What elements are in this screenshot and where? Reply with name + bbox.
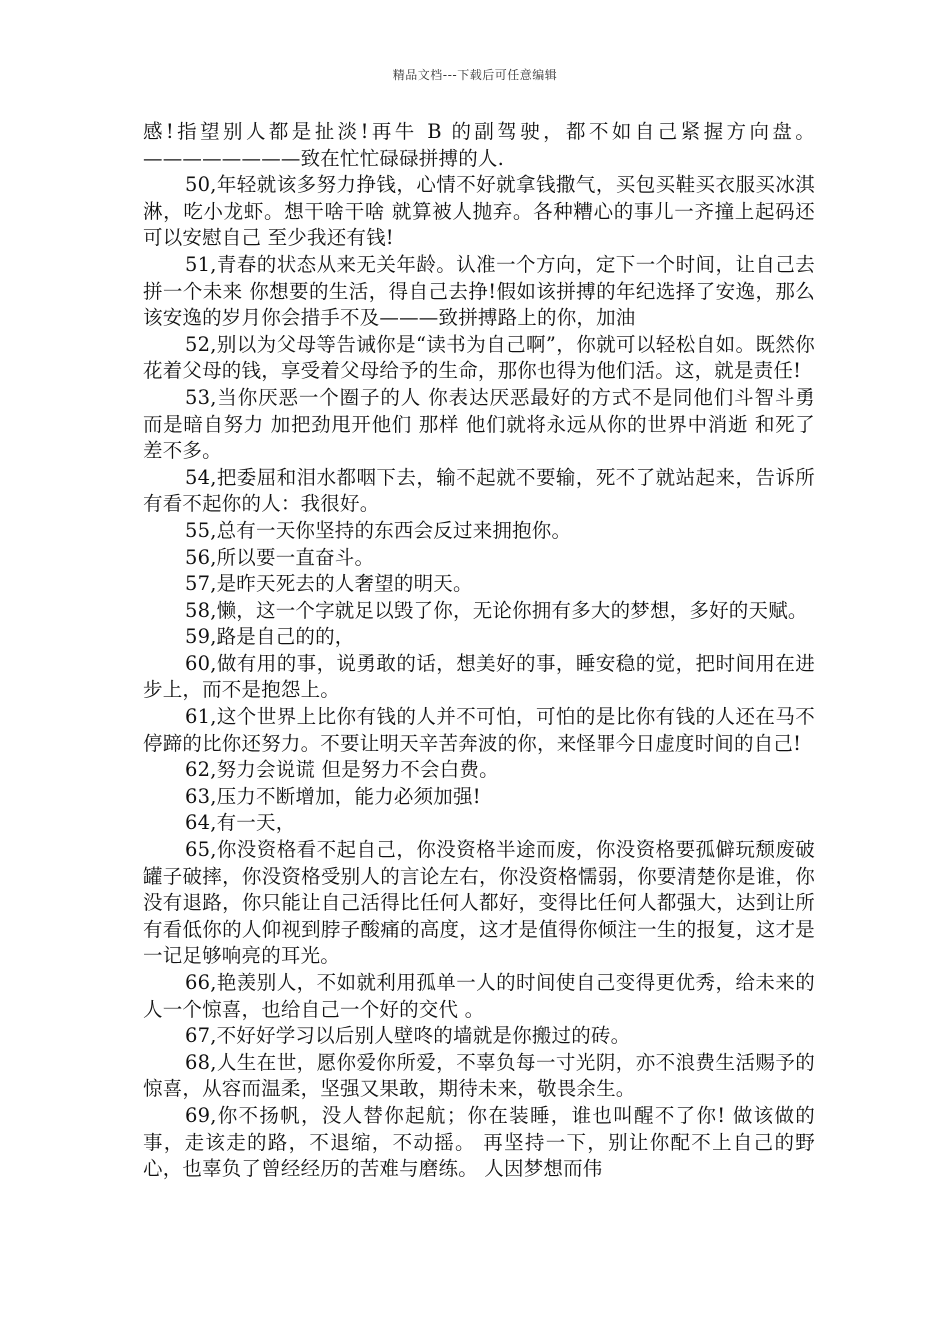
paragraph: 64,有一天， <box>185 811 296 835</box>
paragraph: 感!指望别人都是扯淡!再牛 B 的副驾驶，都不如自己紧握方向盘。————————致在忙忙碌碌拼搏的人. <box>143 120 815 170</box>
paragraph: 69,你不扬帆，没人替你起航；你在装睡，谁也叫醒不了你! 做该做的事，走该走的路，不退缩，不动摇。 再坚持一下，别让你配不上自己的野心，也辜负了曾经经历的苦难与磨练。 人因梦想而伟 <box>143 1103 815 1181</box>
paragraph: 65,你没资格看不起自己，你没资格半途而废，你没资格要孤僻玩颓废破罐子破摔，你没资格受别人的言论左右，你没资格懦弱，你要清楚你是谁，你没有退路，你只能让自己活得比任何人都好，变得比任何人都强大，达到让所有看低你的人仰视到脖子酸痛的高度，这才是值得你倾注一生的报复，这才是一记足够响亮的耳光。 <box>143 838 815 968</box>
paragraph: 55,总有一天你坚持的东西会反过来拥抱你。 <box>185 518 572 542</box>
page-header: 精品文档---下载后可任意编辑 <box>392 68 558 82</box>
paragraph: 59,路是自己的的， <box>185 625 355 649</box>
paragraph: 54,把委屈和泪水都咽下去，输不起就不要输，死不了就站起来，告诉所有看不起你的人：我很好。 <box>143 465 815 516</box>
paragraph: 58,懒，这一个字就足以毁了你，无论你拥有多大的梦想，多好的天赋。 <box>185 598 808 622</box>
paragraph: 63,压力不断增加，能力必须加强! <box>185 784 481 808</box>
paragraph: 60,做有用的事，说勇敢的话，想美好的事，睡安稳的觉，把时间用在进步上，而不是抱怨上。 <box>143 651 815 702</box>
paragraph: 61,这个世界上比你有钱的人并不可怕，可怕的是比你有钱的人还在马不停蹄的比你还努力。不要让明天辛苦奔波的你，来怪罪今日虚度时间的自己! <box>143 705 815 755</box>
paragraph: 62,努力会说谎 但是努力不会白费。 <box>185 758 499 782</box>
document-body <box>143 119 815 1183</box>
paragraph: 67,不好好学习以后别人壁咚的墙就是你搬过的砖。 <box>185 1024 631 1048</box>
paragraph: 53,当你厌恶一个圈子的人 你表达厌恶最好的方式不是同他们斗智斗勇 而是暗自努力 加把劲甩开他们 那样 他们就将永远从你的世界中消逝 和死了差不多。 <box>143 385 815 463</box>
paragraph: 50,年轻就该多努力挣钱，心情不好就拿钱撒气，买包买鞋买衣服买冰淇淋，吃小龙虾。想干啥干啥 就算被人抛弃。各种糟心的事儿一齐撞上起码还可以安慰自己 至少我还有钱! <box>143 173 815 250</box>
paragraph: 51,青春的状态从来无关年龄。认准一个方向，定下一个时间，让自己去拼一个未来 你想要的生活，得自己去挣!假如该拼搏的年纪选择了安逸，那么该安逸的岁月你会措手不及———致拼搏路上的你，加油 <box>143 252 815 330</box>
paragraph: 56,所以要一直奋斗。 <box>185 545 375 569</box>
paragraph: 68,人生在世，愿你爱你所爱，不辜负每一寸光阴，亦不浪费生活赐予的惊喜，从容而温柔，坚强又果敢，期待未来，敬畏余生。 <box>143 1050 815 1101</box>
paragraph: 57,是昨天死去的人奢望的明天。 <box>185 572 473 596</box>
paragraph: 66,艳羡别人，不如就利用孤单一人的时间使自己变得更优秀，给未来的人一个惊喜，也给自己一个好的交代 。 <box>143 971 815 1021</box>
paragraph: 52,别以为父母等告诫你是“读书为自己啊”，你就可以轻松自如。既然你花着父母的钱，享受着父母给予的生命，那你也得为他们活。这，就是责任! <box>143 332 815 383</box>
